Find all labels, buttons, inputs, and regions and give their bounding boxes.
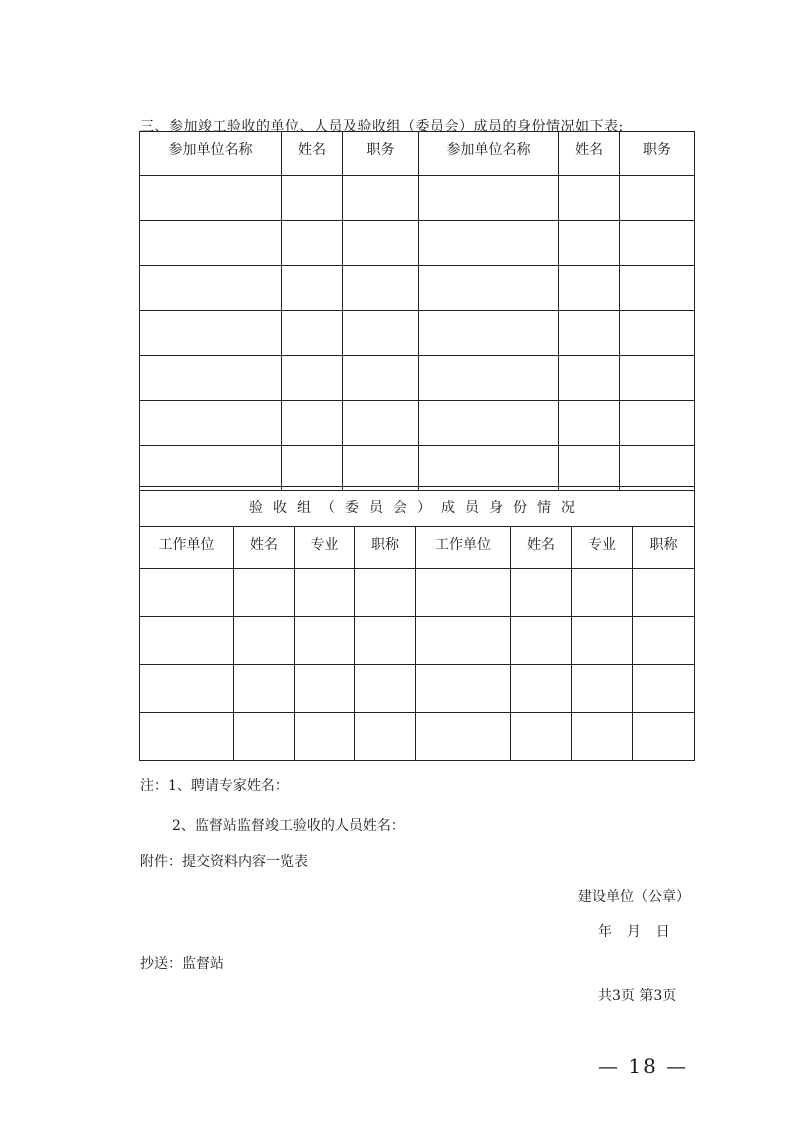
table-cell[interactable] (633, 665, 695, 713)
table-cell[interactable] (282, 266, 343, 311)
page-number: — 18 — (598, 1054, 689, 1078)
table-cell[interactable] (343, 401, 419, 446)
table-cell[interactable] (511, 617, 572, 665)
table-cell[interactable] (295, 713, 355, 761)
table-cell[interactable] (419, 311, 559, 356)
table-row (140, 665, 695, 713)
attachment-line: 附件：提交资料内容一览表 (140, 854, 308, 870)
committee-section-row (140, 487, 695, 527)
table-cell[interactable] (559, 446, 620, 491)
table-cell[interactable] (234, 713, 295, 761)
table-cell[interactable] (282, 446, 343, 491)
header-cell: 参加单位名称 (140, 132, 282, 176)
table-row (140, 356, 695, 401)
header-cell: 姓名 (559, 132, 620, 176)
table-cell[interactable] (282, 311, 343, 356)
section-title: 三、参加竣工验收的单位、人员及验收组（委员会）成员的身份情况如下表: (140, 119, 624, 135)
table-cell[interactable] (419, 356, 559, 401)
table-row (140, 176, 695, 221)
table-cell[interactable] (140, 356, 282, 401)
table-cell[interactable] (295, 665, 355, 713)
note-expert-names: 注：1、聘请专家姓名： (140, 778, 289, 794)
table-cell[interactable] (355, 713, 416, 761)
header-cell: 职务 (620, 132, 695, 176)
note-supervisor-names: 2、监督站监督竣工验收的人员姓名： (172, 818, 405, 834)
header-cell: 专业 (572, 527, 633, 569)
participants-header-row (140, 132, 695, 176)
cc-line: 抄送：监督站 (140, 956, 224, 972)
table-cell[interactable] (559, 221, 620, 266)
header-cell: 姓名 (234, 527, 295, 569)
table-cell[interactable] (572, 665, 633, 713)
table-cell[interactable] (282, 356, 343, 401)
participants-table (139, 131, 695, 491)
table-cell[interactable] (234, 665, 295, 713)
table-cell[interactable] (572, 617, 633, 665)
table-cell[interactable] (282, 401, 343, 446)
table-cell[interactable] (140, 446, 282, 491)
table-cell[interactable] (416, 617, 511, 665)
table-cell[interactable] (620, 266, 695, 311)
table-cell[interactable] (633, 713, 695, 761)
table-cell[interactable] (295, 617, 355, 665)
table-cell[interactable] (343, 311, 419, 356)
table-cell[interactable] (620, 401, 695, 446)
table-cell[interactable] (282, 221, 343, 266)
table-cell[interactable] (140, 401, 282, 446)
table-cell[interactable] (140, 221, 282, 266)
table-cell[interactable] (511, 713, 572, 761)
table-cell[interactable] (416, 665, 511, 713)
table-cell[interactable] (355, 665, 416, 713)
header-cell: 姓名 (282, 132, 343, 176)
table-cell[interactable] (559, 401, 620, 446)
table-cell[interactable] (620, 311, 695, 356)
table-cell[interactable] (559, 266, 620, 311)
table-cell[interactable] (633, 617, 695, 665)
table-row (140, 221, 695, 266)
committee-section-label: 验收组（委员会）成员身份情况 (140, 487, 695, 527)
table-row (140, 713, 695, 761)
table-cell[interactable] (295, 569, 355, 617)
table-row (140, 617, 695, 665)
table-cell[interactable] (559, 176, 620, 221)
committee-table (139, 486, 695, 761)
table-cell[interactable] (140, 176, 282, 221)
header-cell: 工作单位 (416, 527, 511, 569)
table-cell[interactable] (343, 446, 419, 491)
table-cell[interactable] (511, 665, 572, 713)
table-cell[interactable] (559, 356, 620, 401)
table-cell[interactable] (140, 311, 282, 356)
table-cell[interactable] (419, 176, 559, 221)
table-cell[interactable] (140, 266, 282, 311)
table-cell[interactable] (343, 356, 419, 401)
table-cell[interactable] (355, 617, 416, 665)
table-cell[interactable] (343, 176, 419, 221)
table-cell[interactable] (140, 665, 234, 713)
table-cell[interactable] (234, 617, 295, 665)
table-cell[interactable] (511, 569, 572, 617)
table-cell[interactable] (419, 221, 559, 266)
table-cell[interactable] (416, 569, 511, 617)
table-cell[interactable] (355, 569, 416, 617)
table-cell[interactable] (419, 266, 559, 311)
table-cell[interactable] (416, 713, 511, 761)
header-cell: 参加单位名称 (419, 132, 559, 176)
table-cell[interactable] (343, 221, 419, 266)
table-row (140, 266, 695, 311)
header-cell: 专业 (295, 527, 355, 569)
table-cell[interactable] (572, 713, 633, 761)
table-cell[interactable] (282, 176, 343, 221)
table-row (140, 311, 695, 356)
header-cell: 职务 (343, 132, 419, 176)
table-cell[interactable] (140, 617, 234, 665)
table-row (140, 569, 695, 617)
table-cell[interactable] (419, 446, 559, 491)
committee-header-row (140, 527, 695, 569)
table-cell[interactable] (140, 569, 234, 617)
signature-unit: 建设单位（公章） (578, 889, 690, 905)
table-cell[interactable] (572, 569, 633, 617)
header-cell: 职称 (633, 527, 695, 569)
table-cell[interactable] (620, 446, 695, 491)
table-cell[interactable] (620, 221, 695, 266)
table-row (140, 446, 695, 491)
table-cell[interactable] (559, 311, 620, 356)
table-cell[interactable] (620, 176, 695, 221)
page-info: 共3页 第3页 (598, 988, 677, 1004)
table-cell[interactable] (633, 569, 695, 617)
table-cell[interactable] (234, 569, 295, 617)
signature-date: 年 月 日 (598, 924, 672, 940)
table-cell[interactable] (140, 713, 234, 761)
header-cell: 姓名 (511, 527, 572, 569)
table-row (140, 401, 695, 446)
table-cell[interactable] (343, 266, 419, 311)
table-cell[interactable] (620, 356, 695, 401)
header-cell: 职称 (355, 527, 416, 569)
table-cell[interactable] (419, 401, 559, 446)
header-cell: 工作单位 (140, 527, 234, 569)
